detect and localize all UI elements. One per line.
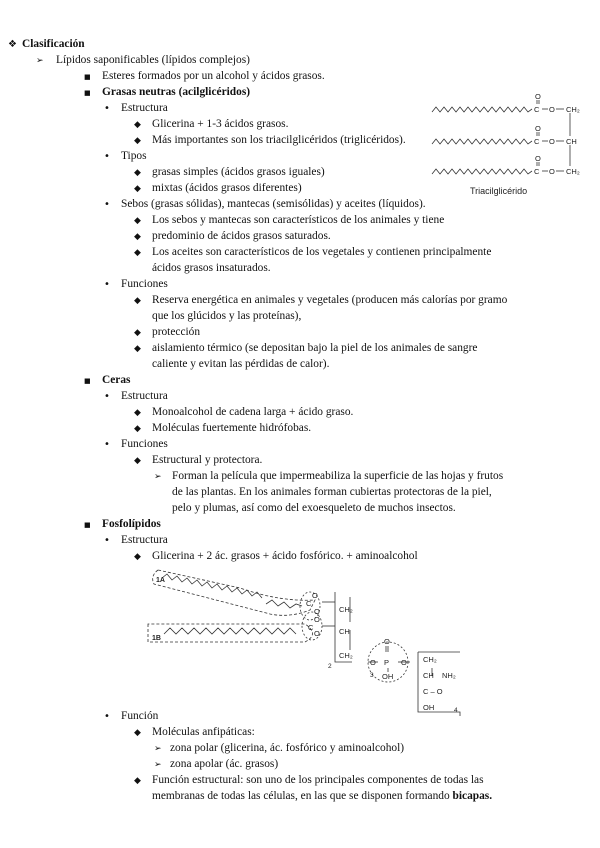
list-item: ◆ protección — [134, 326, 201, 338]
arrow-bullet-icon: ➢ — [36, 56, 44, 66]
list-item: ◆ Los sebos y mantecas son característicos de los animales y tiene — [134, 214, 445, 226]
label-o: O — [384, 637, 390, 646]
label-o: O — [314, 615, 320, 624]
label-c-o: C – O — [423, 687, 443, 696]
list-item: • Sebos (grasas sólidas), mantecas (semisólidas) y aceites (líquidos). — [104, 198, 426, 210]
label-c: C — [308, 623, 314, 632]
list-item: ◆ aislamiento térmico (se depositan bajo la piel de los animales de sangre — [134, 342, 478, 354]
diamond-bullet-icon: ◆ — [134, 456, 141, 466]
fatty-acid-chain-1a — [162, 574, 262, 598]
section-title-ceras: ■ Ceras — [84, 374, 131, 386]
triacylglyceride-figure — [430, 90, 590, 200]
list-item-continuation: que los glúcidos y las proteínas), — [152, 310, 302, 322]
dot-bullet-icon: • — [104, 279, 110, 290]
label-2: 2 — [328, 663, 332, 670]
dot-bullet-icon: • — [104, 439, 110, 450]
dot-bullet-icon: • — [104, 711, 110, 722]
diamond-bullet-icon: ◆ — [134, 552, 141, 562]
formula-label: CH₂ — [566, 105, 580, 114]
formula-label: C — [534, 137, 540, 146]
label-nh2: NH₂ — [442, 671, 456, 680]
fatty-acid-chain-2 — [432, 139, 532, 144]
diamond-bullet-icon: ◆ — [134, 424, 141, 434]
section-title-fosfolipidos: ■ Fosfolípidos — [84, 518, 161, 530]
fatty-acid-chain-3 — [432, 169, 532, 174]
list-item-continuation: membranas de todas las células, en las que se disponen formando bicapas. — [152, 790, 493, 802]
label-ch: CH — [339, 627, 350, 636]
label-oh: OH — [423, 703, 435, 712]
dot-bullet-icon: • — [104, 391, 110, 402]
label-o: O — [312, 591, 318, 600]
square-bullet-icon: ■ — [84, 377, 91, 385]
label-o: O — [401, 658, 407, 667]
formula-label: C — [534, 105, 540, 114]
list-item: ◆ Glicerina + 2 ác. grasos + ácido fosfórico. + aminoalcohol — [134, 550, 418, 562]
list-item: • Estructura — [104, 390, 168, 402]
diamond-bullet-icon: ◆ — [134, 328, 141, 338]
list-item: • Funciones — [104, 278, 168, 290]
list-item-continuation: pelo y plumas, así como del exoesqueleto de muchos insectos. — [172, 502, 456, 514]
diamond-bullet-icon: ◆ — [134, 184, 141, 194]
list-item: ➢ Lípidos saponificables (lípidos complejos) — [36, 54, 250, 66]
list-item: ➢ zona apolar (ác. grasos) — [154, 758, 279, 770]
square-bullet-icon: ■ — [84, 89, 91, 97]
list-item: • Funciones — [104, 438, 168, 450]
diamond-bullet-icon: ◆ — [134, 120, 141, 130]
label-p: P — [384, 658, 390, 667]
emphasis-bicapas: bicapas. — [452, 790, 493, 802]
list-item: ◆ predominio de ácidos grasos saturados. — [134, 230, 331, 242]
diamond-bullet-icon: ◆ — [134, 168, 141, 178]
section-title-grasas: ■ Grasas neutras (acilglicéridos) — [84, 86, 251, 98]
dot-bullet-icon: • — [104, 151, 110, 162]
diamond-bullet-icon: ◆ — [134, 776, 141, 786]
list-item: ◆ Estructural y protectora. — [134, 454, 263, 466]
diamond-bullet-icon: ◆ — [134, 296, 141, 306]
arrow-bullet-icon: ➢ — [154, 744, 162, 754]
square-bullet-icon: ■ — [84, 73, 91, 81]
fatty-acid-chain-1a-lower — [266, 600, 302, 608]
formula-label: C — [534, 167, 540, 176]
list-item: ➢ zona polar (glicerina, ác. fosfórico y aminoalcohol) — [154, 742, 405, 754]
diamond-bullet-icon: ◆ — [134, 136, 141, 146]
list-item: ◆ Moléculas fuertemente hidrófobas. — [134, 422, 312, 434]
formula-label: O — [535, 124, 541, 133]
list-item: ◆ mixtas (ácidos grasos diferentes) — [134, 182, 302, 194]
formula-label: O — [549, 167, 555, 176]
fatty-acid-chain-1 — [432, 107, 532, 112]
heading: ❖ Clasificación — [8, 38, 85, 50]
list-item: ◆ Moléculas anfipáticas: — [134, 726, 255, 738]
label-ch2: CH₂ — [339, 651, 353, 660]
label-o: O — [314, 607, 320, 616]
list-item: ■ Esteres formados por un alcohol y ácidos grasos. — [84, 70, 325, 82]
diamond-bullet-icon: ◆ — [134, 248, 141, 258]
list-item: ◆ Monoalcohol de cadena larga + ácido graso. — [134, 406, 354, 418]
arrow-bullet-icon: ➢ — [154, 760, 162, 770]
arrow-bullet-icon: ➢ — [154, 472, 162, 482]
label-c: C — [306, 599, 312, 608]
list-item: ➢ Forman la película que impermeabiliza la superficie de las hojas y frutos — [154, 470, 504, 482]
formula-label: O — [549, 137, 555, 146]
phospholipid-figure — [140, 562, 470, 722]
fatty-acid-1b-outline — [148, 624, 313, 642]
formula-label: CH₂ — [566, 167, 580, 176]
list-item: • Estructura — [104, 102, 168, 114]
dot-bullet-icon: • — [104, 535, 110, 546]
formula-label: CH — [566, 137, 577, 146]
label-o: O — [314, 629, 320, 638]
label-ch: CH — [423, 671, 434, 680]
formula-label: O — [535, 92, 541, 101]
list-item: ◆ Los aceites son característicos de los vegetales y contienen principalmente — [134, 246, 492, 258]
dot-bullet-icon: • — [104, 103, 110, 114]
diamond-bullet-icon: ◆ — [134, 408, 141, 418]
list-item: ◆ Más importantes son los triacilglicéridos (triglicéridos). — [134, 134, 406, 146]
label-ch2: CH₂ — [423, 655, 437, 664]
list-item: • Función — [104, 710, 159, 722]
label-1a: 1A — [156, 577, 165, 584]
label-ch2: CH₂ — [339, 605, 353, 614]
list-item: ◆ Función estructural: son uno de los principales componentes de todas las — [134, 774, 484, 786]
list-item-continuation: caliente y evitan las pérdidas de calor). — [152, 358, 330, 370]
four-diamond-bullet-icon: ❖ — [8, 39, 17, 50]
label-o: O — [370, 658, 376, 667]
label-1b: 1B — [152, 635, 161, 642]
diamond-bullet-icon: ◆ — [134, 232, 141, 242]
label-3: 3 — [370, 672, 374, 679]
triacylglyceride-caption: Triacilglicérido — [470, 186, 528, 196]
label-4: 4 — [454, 707, 458, 714]
diamond-bullet-icon: ◆ — [134, 344, 141, 354]
list-item: • Tipos — [104, 150, 147, 162]
dot-bullet-icon: • — [104, 199, 110, 210]
list-item-continuation: de las plantas. En los animales forman cubiertas protectoras de la piel, — [172, 486, 492, 498]
diamond-bullet-icon: ◆ — [134, 216, 141, 226]
list-item: ◆ grasas simples (ácidos grasos iguales) — [134, 166, 325, 178]
fatty-acid-1a-outline — [153, 570, 315, 615]
list-item: • Estructura — [104, 534, 168, 546]
fatty-acid-chain-1b — [164, 628, 296, 634]
formula-label: O — [535, 154, 541, 163]
list-item: ◆ Reserva energética en animales y vegetales (producen más calorías por gramo — [134, 294, 508, 306]
square-bullet-icon: ■ — [84, 521, 91, 529]
formula-label: O — [549, 105, 555, 114]
diamond-bullet-icon: ◆ — [134, 728, 141, 738]
list-item-continuation: ácidos grasos insaturados. — [152, 262, 271, 274]
list-item: ◆ Glicerina + 1-3 ácidos grasos. — [134, 118, 289, 130]
label-oh: OH — [382, 672, 394, 681]
